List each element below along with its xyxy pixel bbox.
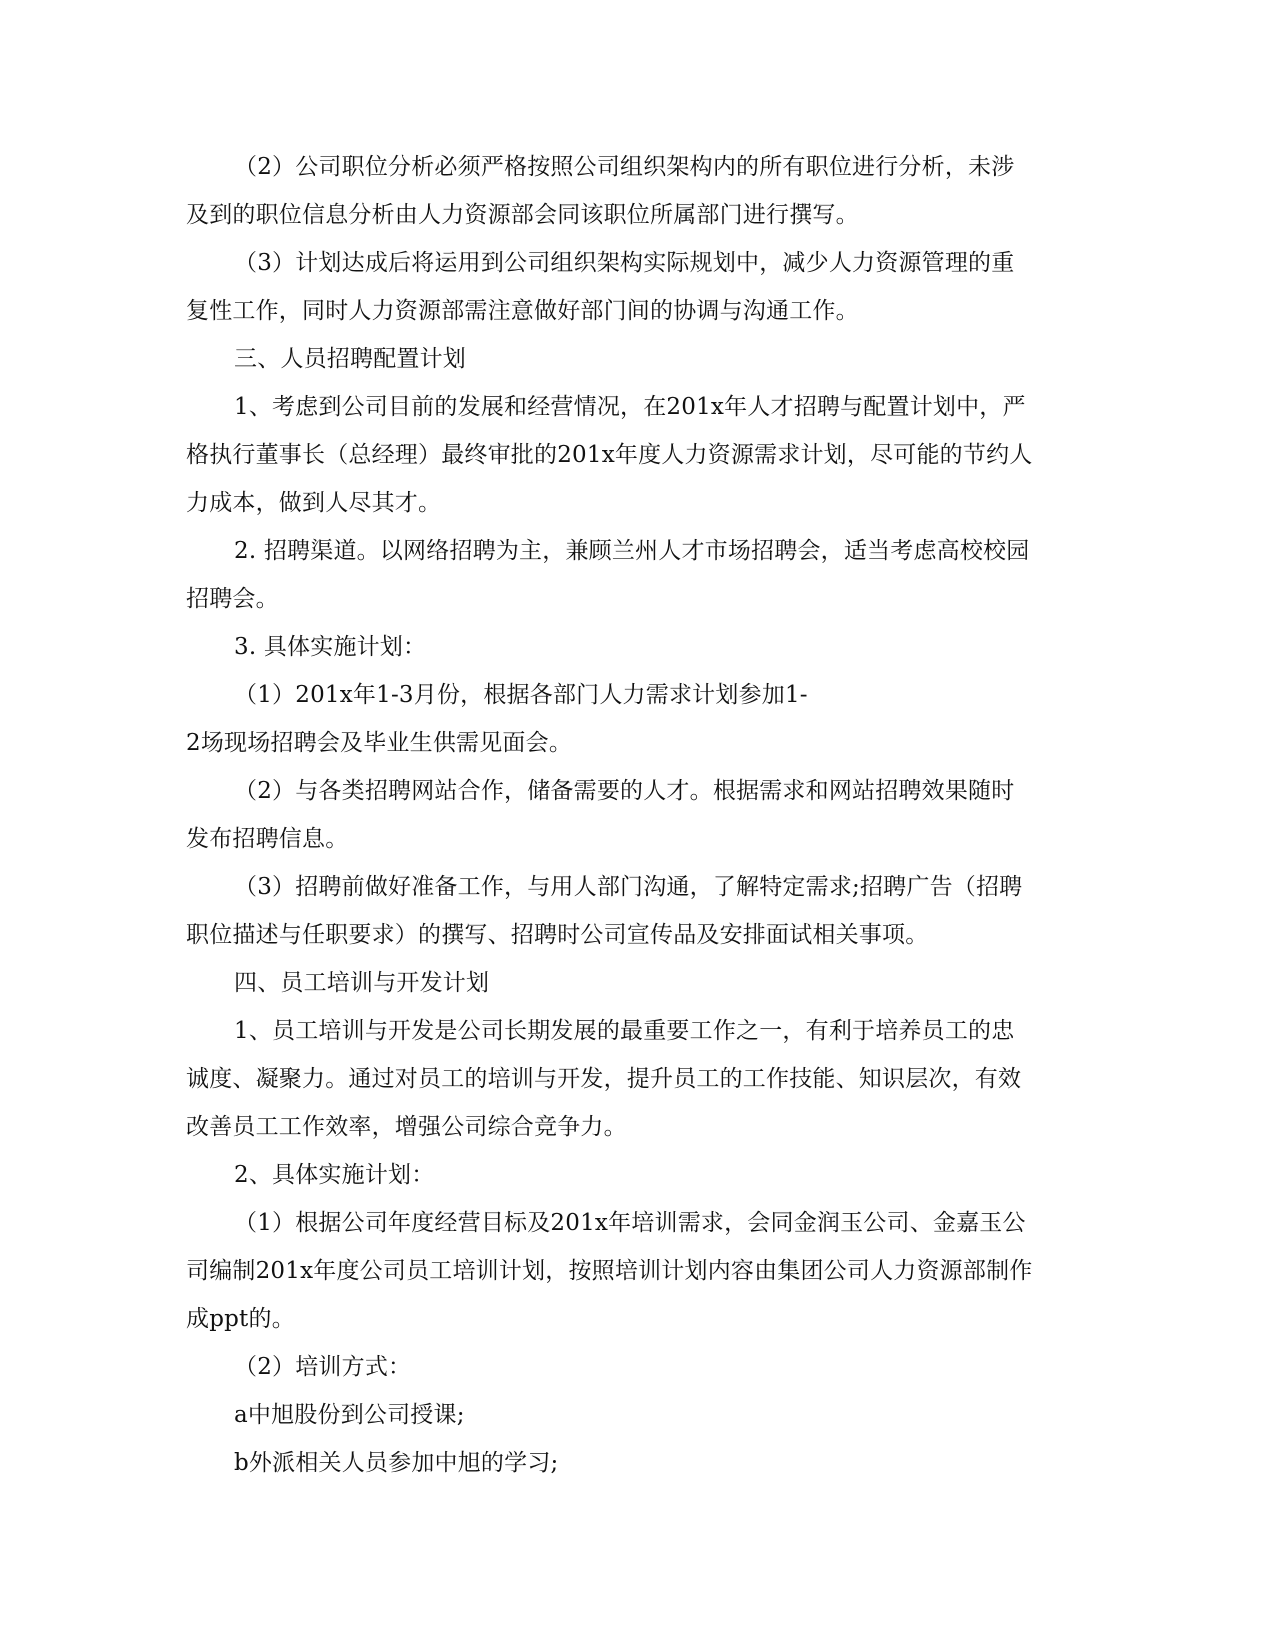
text-line: 改善员工工作效率，增强公司综合竞争力。 <box>186 1114 627 1140</box>
text-line: 复性工作，同时人力资源部需注意做好部门间的协调与沟通工作。 <box>186 298 859 324</box>
text-line: 格执行董事长（总经理）最终审批的201x年度人力资源需求计划，尽可能的节约人 <box>186 442 1033 468</box>
text-line: （2）与各类招聘网站合作，储备需要的人才。根据需求和网站招聘效果随时 <box>234 778 1015 804</box>
text-line: （1）根据公司年度经营目标及201x年培训需求，会同金润玉公司、金嘉玉公 <box>234 1210 1026 1236</box>
text-line: 1、员工培训与开发是公司长期发展的最重要工作之一，有利于培养员工的忠 <box>234 1018 1015 1044</box>
text-line: 成ppt的。 <box>186 1306 295 1332</box>
text-line: 2、具体实施计划： <box>234 1162 435 1188</box>
text-line: 诚度、凝聚力。通过对员工的培训与开发，提升员工的工作技能、知识层次，有效 <box>186 1066 1022 1092</box>
text-line: （1）201x年1-3月份，根据各部门人力需求计划参加1- <box>234 682 808 708</box>
text-line: 三、人员招聘配置计划 <box>234 346 466 372</box>
text-line: 职位描述与任职要求）的撰写、招聘时公司宣传品及安排面试相关事项。 <box>186 922 929 948</box>
document-body <box>186 143 1086 1487</box>
text-line: （2）公司职位分析必须严格按照公司组织架构内的所有职位进行分析，未涉 <box>234 154 1015 180</box>
text-line: 发布招聘信息。 <box>186 826 349 852</box>
text-line: a中旭股份到公司授课; <box>234 1402 465 1428</box>
text-line: 2. 招聘渠道。以网络招聘为主，兼顾兰州人才市场招聘会，适当考虑高校校园 <box>234 538 1030 564</box>
text-line: 力成本，做到人尽其才。 <box>186 490 442 516</box>
text-line: 四、员工培训与开发计划 <box>234 970 490 996</box>
text-line: 及到的职位信息分析由人力资源部会同该职位所属部门进行撰写。 <box>186 202 859 228</box>
text-line: 招聘会。 <box>186 586 279 612</box>
text-line: （2）培训方式： <box>234 1354 412 1380</box>
text-line: （3）招聘前做好准备工作，与用人部门沟通，了解特定需求;招聘广告（招聘 <box>234 874 1023 900</box>
text-line: 2场现场招聘会及毕业生供需见面会。 <box>186 730 573 756</box>
text-line: 司编制201x年度公司员工培训计划，按照培训计划内容由集团公司人力资源部制作 <box>186 1258 1033 1284</box>
text-line: （3）计划达成后将运用到公司组织架构实际规划中，减少人力资源管理的重 <box>234 250 1015 276</box>
text-line: 1、考虑到公司目前的发展和经营情况，在201x年人才招聘与配置计划中，严 <box>234 394 1026 420</box>
text-line: b外派相关人员参加中旭的学习; <box>234 1450 559 1476</box>
text-line: 3. 具体实施计划： <box>234 634 427 660</box>
